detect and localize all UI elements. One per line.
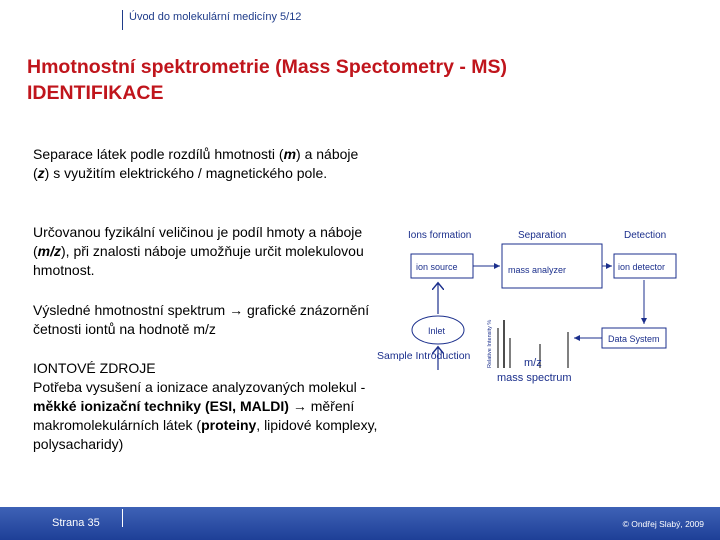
footer-bar [0,507,720,540]
p1-m: m [283,146,297,162]
p4-proteins: proteiny [201,417,257,433]
header-divider [122,10,123,30]
label-ions-formation: Ions formation [408,230,472,241]
paragraph-mz [33,223,378,280]
paragraph-separation [33,145,378,183]
p4-text-c: → měření makromolekulárních látek ( [33,398,355,433]
slide-title [27,54,667,106]
p1-text-c: ) s využitím elektrického / magnetického pole. [44,165,328,181]
label-inlet: Inlet [428,326,446,336]
paragraph-ion-sources [33,359,378,454]
p4-text-e: , lipidové komplexy, polysacharidy) [33,417,378,452]
p2-text-a: Určovanou fyzikální veličinou je podíl hmoty a náboje ( [33,224,363,259]
p4-text-a: Potřeba vysušení a ionizace analyzovaných molekul - [33,379,366,395]
label-mz: m/z [524,357,542,369]
label-mass-spectrum: mass spectrum [497,372,572,384]
label-sample-introduction: Sample Introduction [377,350,471,362]
copyright: © Ondřej Slabý, 2009 [622,519,704,529]
ion-sources-heading: IONTOVÉ ZDROJE [33,360,156,376]
label-relative-intensity: Relative Intensity % [487,319,493,368]
p1-text-a: Separace látek podle rozdílů hmotnosti ( [33,146,284,162]
p2-text-b: ), při znalosti náboje umožňuje určit molekulovou hmotnost. [33,243,364,278]
label-detection: Detection [624,230,667,241]
header-title: Úvod do molekulární medicíny 5/12 [129,11,302,23]
label-ion-source: ion source [416,262,458,272]
label-separation: Separation [518,230,567,241]
title-line-2: IDENTIFIKACE [27,82,164,104]
paragraph-spectrum: Výsledné hmotnostní spektrum → grafické znázornění četnosti iontů na hodnotě m/z [33,302,370,337]
ms-diagram [372,220,690,390]
label-ion-detector: ion detector [618,262,666,272]
label-data-system: Data System [608,334,660,344]
label-mass-analyzer: mass analyzer [508,265,567,275]
title-line-1: Hmotnostní spektrometrie (Mass Spectometry - MS) [27,56,508,78]
footer-divider [122,509,123,527]
p1-text-b: ) a náboje ( [33,146,359,181]
page-number: Strana 35 [52,517,100,529]
p2-mz: m/z [37,243,62,259]
ion-sources-text [33,378,378,454]
p1-z: z [37,165,45,181]
p4-soft-ionization: měkké ionizační techniky (ESI, MALDI) [33,398,289,414]
